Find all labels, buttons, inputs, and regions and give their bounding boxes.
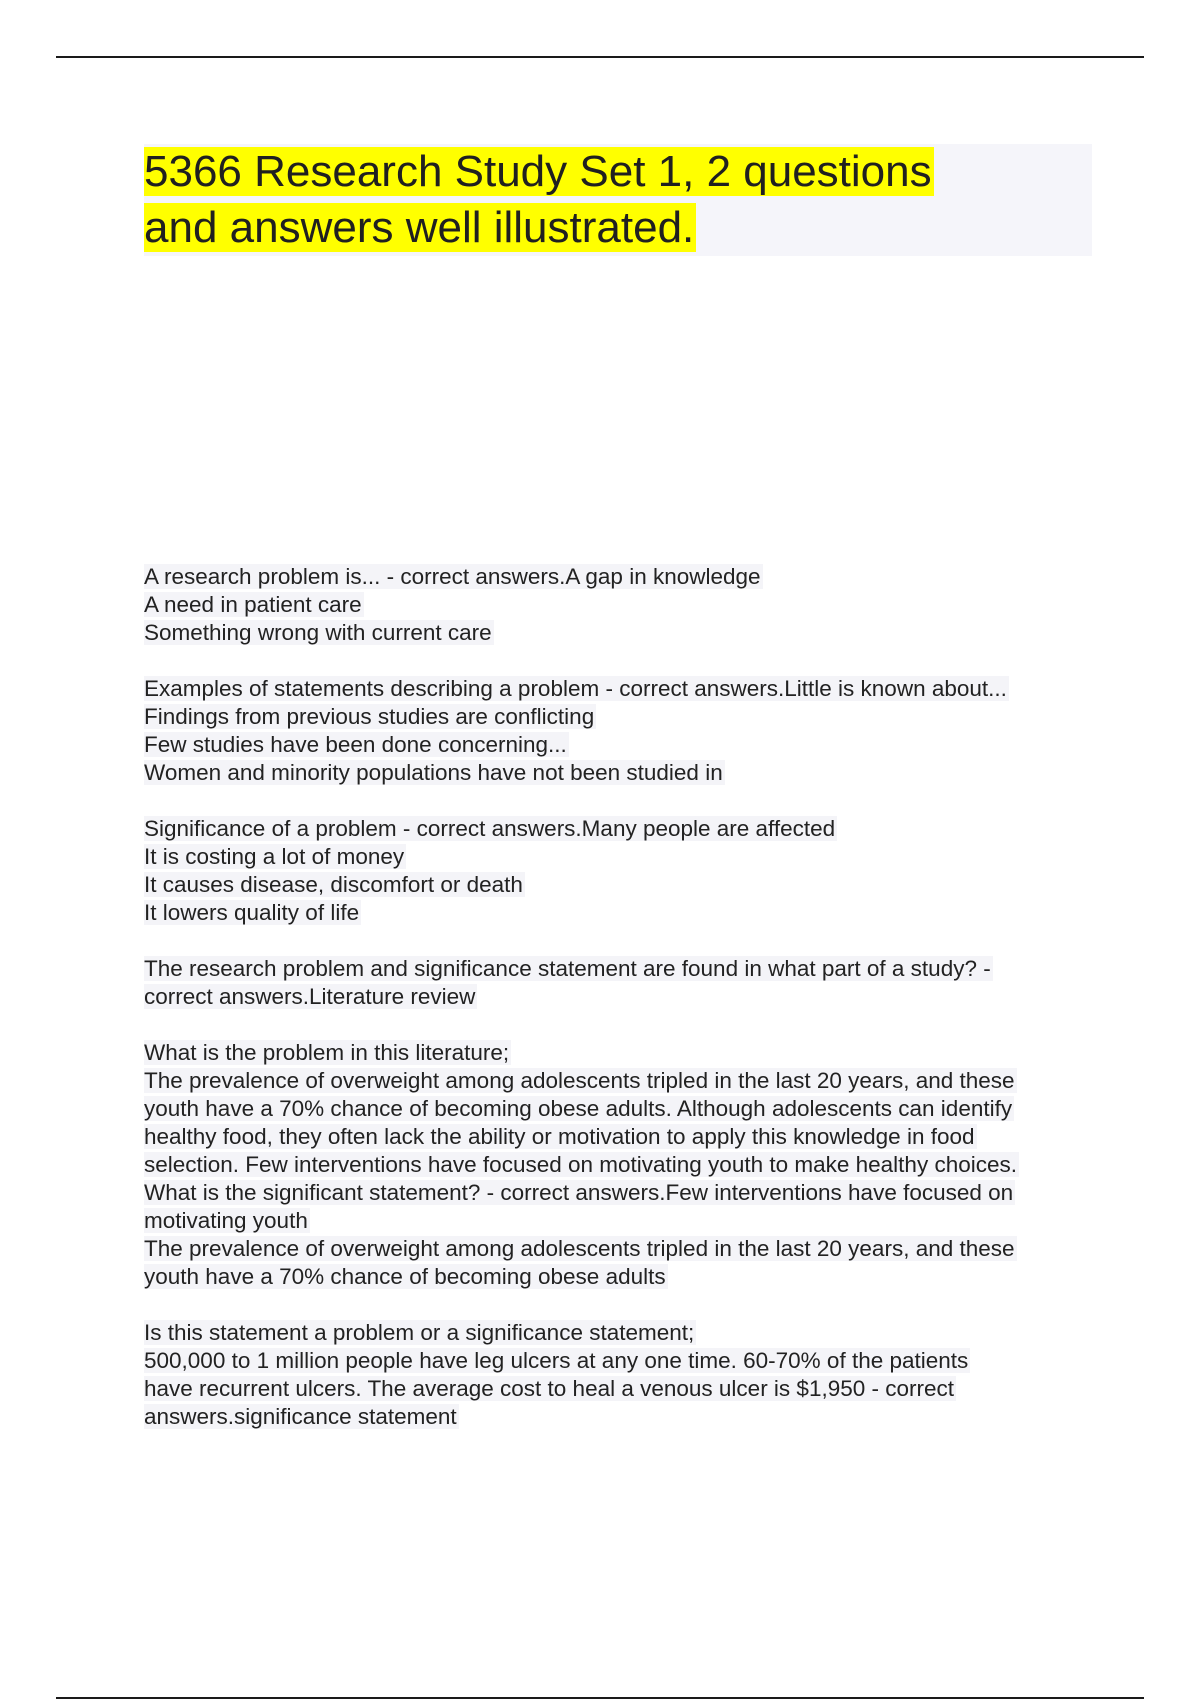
qa-line-text: Findings from previous studies are conflicting xyxy=(144,704,595,729)
document-title xyxy=(144,144,1092,256)
qa-line-text: 500,000 to 1 million people have leg ulcers at any one time. 60-70% of the patients xyxy=(144,1348,969,1373)
title-line-text: and answers well illustrated. xyxy=(144,203,695,252)
qa-block xyxy=(144,815,1094,927)
qa-line xyxy=(144,1375,1094,1403)
qa-line-text: It is costing a lot of money xyxy=(144,844,405,869)
qa-line xyxy=(144,1179,1094,1207)
qa-line-text: healthy food, they often lack the ability or motivation to apply this knowledge in food xyxy=(144,1124,975,1149)
qa-block xyxy=(144,563,1094,647)
qa-line-text: motivating youth xyxy=(144,1208,308,1233)
qa-line-text: A need in patient care xyxy=(144,592,362,617)
qa-line-text: A research problem is... - correct answers.A gap in knowledge xyxy=(144,564,761,589)
qa-block xyxy=(144,955,1094,1011)
bottom-rule xyxy=(56,1697,1144,1699)
qa-line-text: Is this statement a problem or a significance statement; xyxy=(144,1320,695,1345)
qa-line xyxy=(144,1263,1094,1291)
qa-line xyxy=(144,591,1094,619)
qa-list xyxy=(144,563,1094,1459)
qa-line xyxy=(144,1347,1094,1375)
qa-line xyxy=(144,1123,1094,1151)
qa-block xyxy=(144,675,1094,787)
qa-line xyxy=(144,563,1094,591)
qa-line-text: Examples of statements describing a problem - correct answers.Little is known about... xyxy=(144,676,1007,701)
qa-line xyxy=(144,1235,1094,1263)
qa-line-text: answers.significance statement xyxy=(144,1404,457,1429)
title-line xyxy=(144,200,696,256)
qa-line xyxy=(144,1039,1094,1067)
qa-line xyxy=(144,759,1094,787)
qa-line-text: correct answers.Literature review xyxy=(144,984,476,1009)
qa-line-text: What is the problem in this literature; xyxy=(144,1040,510,1065)
qa-line-text: youth have a 70% chance of becoming obese adults xyxy=(144,1264,666,1289)
qa-line-text: Significance of a problem - correct answers.Many people are affected xyxy=(144,816,836,841)
qa-line xyxy=(144,619,1094,647)
qa-line-text: It lowers quality of life xyxy=(144,900,360,925)
qa-line-text: Few studies have been done concerning... xyxy=(144,732,567,757)
qa-line-text: youth have a 70% chance of becoming obese adults. Although adolescents can identify xyxy=(144,1096,1013,1121)
qa-line-text: The research problem and significance statement are found in what part of a study? - xyxy=(144,956,991,981)
qa-line xyxy=(144,899,1094,927)
qa-line-text: The prevalence of overweight among adolescents tripled in the last 20 years, and these xyxy=(144,1068,1015,1093)
qa-line xyxy=(144,843,1094,871)
qa-line xyxy=(144,955,1094,983)
qa-line xyxy=(144,815,1094,843)
qa-line-text: Something wrong with current care xyxy=(144,620,492,645)
qa-line xyxy=(144,703,1094,731)
qa-line-text: What is the significant statement? - correct answers.Few interventions have focused on xyxy=(144,1180,1014,1205)
qa-line xyxy=(144,731,1094,759)
qa-line xyxy=(144,1151,1094,1179)
qa-line xyxy=(144,871,1094,899)
qa-line xyxy=(144,1207,1094,1235)
qa-line xyxy=(144,1095,1094,1123)
title-line-text: 5366 Research Study Set 1, 2 questions xyxy=(144,147,932,196)
qa-line xyxy=(144,1319,1094,1347)
title-line xyxy=(144,144,934,200)
qa-line xyxy=(144,1067,1094,1095)
qa-line xyxy=(144,983,1094,1011)
qa-line-text: The prevalence of overweight among adolescents tripled in the last 20 years, and these xyxy=(144,1236,1015,1261)
qa-line-text: It causes disease, discomfort or death xyxy=(144,872,523,897)
qa-line-text: selection. Few interventions have focused on motivating youth to make healthy choices. xyxy=(144,1152,1017,1177)
top-rule xyxy=(56,56,1144,58)
qa-line xyxy=(144,675,1094,703)
qa-line-text: Women and minority populations have not been studied in xyxy=(144,760,723,785)
qa-line-text: have recurrent ulcers. The average cost to heal a venous ulcer is $1,950 - correct xyxy=(144,1376,955,1401)
qa-line xyxy=(144,1403,1094,1431)
qa-block xyxy=(144,1319,1094,1431)
qa-block xyxy=(144,1039,1094,1291)
